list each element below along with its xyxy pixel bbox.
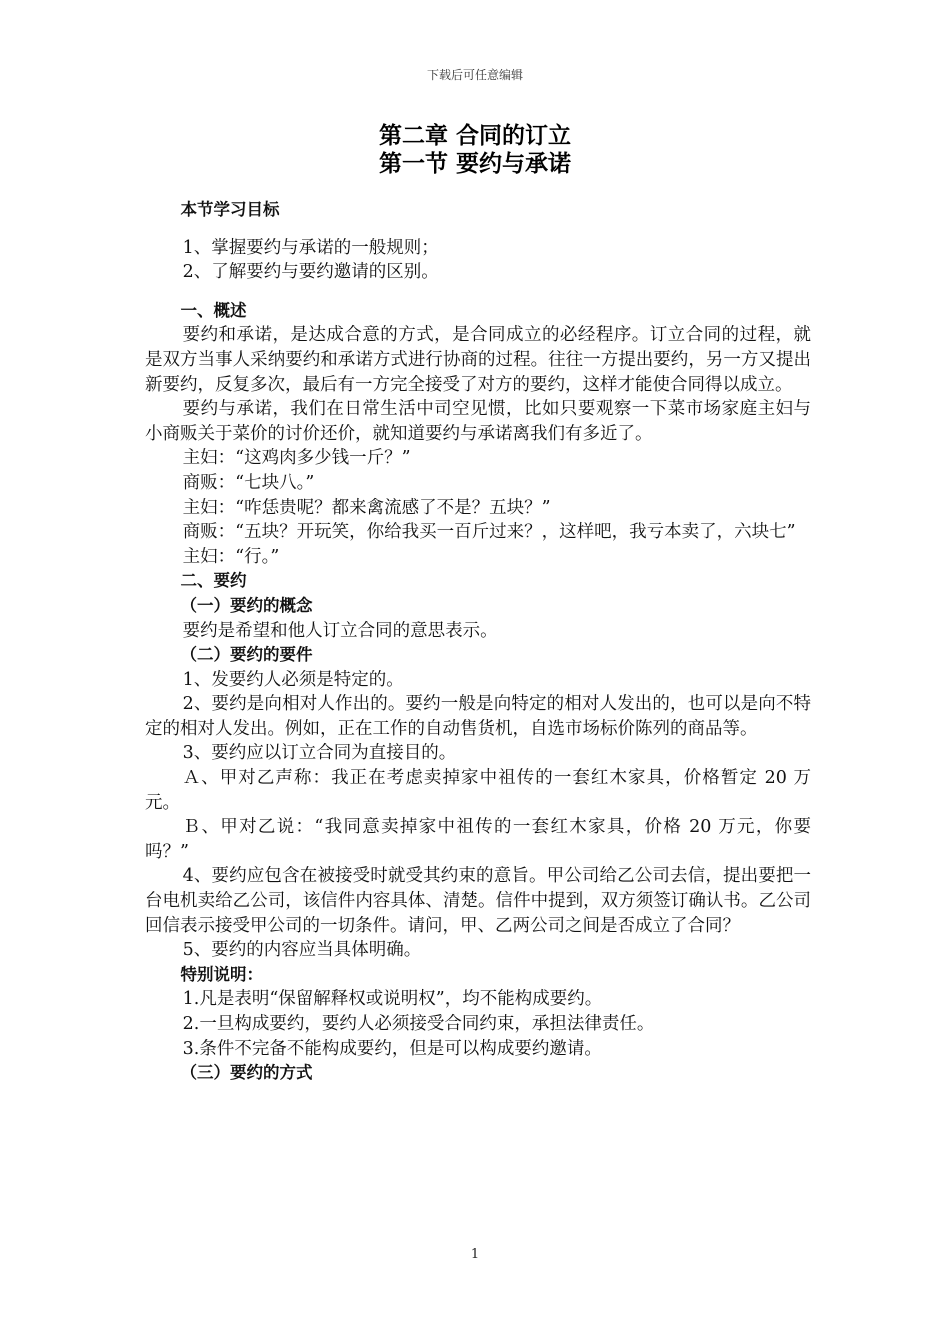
list-item: 5、要约的内容应当具体明确。 bbox=[182, 940, 422, 961]
special-note-item: 1.凡是表明“保留解释权或说明权”，均不能构成要约。 bbox=[182, 989, 603, 1010]
page-number: 1 bbox=[470, 1247, 480, 1262]
dialog-line: 主妇：“这鸡肉多少钱一斤？” bbox=[182, 448, 411, 469]
special-note-item: 2.一旦构成要约，要约人必须接受合同约束，承担法律责任。 bbox=[182, 1014, 655, 1034]
objective-item: 2、了解要约与要约邀请的区别。 bbox=[182, 262, 439, 283]
dialog-line: 主妇：“咋恁贵呢？都来禽流感了不是？五块？” bbox=[182, 497, 551, 518]
list-item: Ａ、甲对乙声称：我正在考虑卖掉家中祖传的一套红木家具，价格暂定 20 万元。 bbox=[145, 768, 811, 813]
section-title: 第一节 要约与承诺 bbox=[378, 151, 571, 177]
list-item: 2、要约是向相对人作出的。要约一般是向特定的相对人发出的，也可以是向不特定的相对人发出。例如，正在工作的自动售货机，自选市场标价陈列的商品等。 bbox=[145, 694, 811, 739]
dialog-line: 主妇：“行。” bbox=[182, 546, 280, 567]
special-note-heading: 特别说明： bbox=[180, 964, 263, 984]
dialog-line: 商贩：“五块？开玩笑，你给我买一百斤过来？，这样吧，我亏本卖了，六块七” bbox=[182, 522, 796, 543]
subsection-heading: （二）要约的要件 bbox=[180, 645, 313, 665]
special-note-item: 3.条件不完备不能构成要约，但是可以构成要约邀请。 bbox=[182, 1038, 602, 1059]
list-item: Ｂ、甲对乙说：“我同意卖掉家中祖传的一套红木家具，价格 20 万元，你要吗？” bbox=[145, 817, 811, 862]
paragraph: 要约和承诺，是达成合意的方式，是合同成立的必经程序。订立合同的过程，就是双方当事人采纳要约和承诺方式进行协商的过程。往往一方提出要约，另一方又提出新要约，反复多次，最后有一方完全接受了对方的要约，这样才能使合同得以成立。 bbox=[145, 325, 811, 395]
list-item: 3、要约应以订立合同为直接目的。 bbox=[182, 743, 457, 764]
section-heading-overview: 一、概述 bbox=[180, 300, 247, 320]
subsection-heading: （三）要约的方式 bbox=[180, 1063, 313, 1083]
list-item: 1、发要约人必须是特定的。 bbox=[182, 669, 404, 690]
subsection-heading: （一）要约的概念 bbox=[180, 595, 313, 615]
section-heading-offer: 二、要约 bbox=[180, 571, 247, 591]
list-item: 4、要约应包含在被接受时就受其约束的意旨。甲公司给乙公司去信，提出要把一台电机卖给乙公司，该信件内容具体、清楚。信件中提到，双方须签订确认书。乙公司回信表示接受甲公司的一切条件。请问，甲、乙两公司之间是否成立了合同？ bbox=[145, 866, 811, 936]
paragraph: 要约是希望和他人订立合同的意思表示。 bbox=[182, 620, 498, 641]
paragraph: 要约与承诺，我们在日常生活中司空见惯，比如只要观察一下菜市场家庭主妇与小商贩关于菜价的讨价还价，就知道要约与承诺离我们有多近了。 bbox=[145, 399, 811, 444]
document-body bbox=[145, 198, 811, 1086]
objectives-heading: 本节学习目标 bbox=[180, 200, 280, 219]
chapter-title: 第二章 合同的订立 bbox=[378, 123, 571, 149]
header-note: 下载后可任意编辑 bbox=[426, 68, 523, 82]
dialog-line: 商贩：“七块八。” bbox=[182, 472, 315, 493]
objective-item: 1、掌握要约与承诺的一般规则； bbox=[182, 237, 439, 258]
